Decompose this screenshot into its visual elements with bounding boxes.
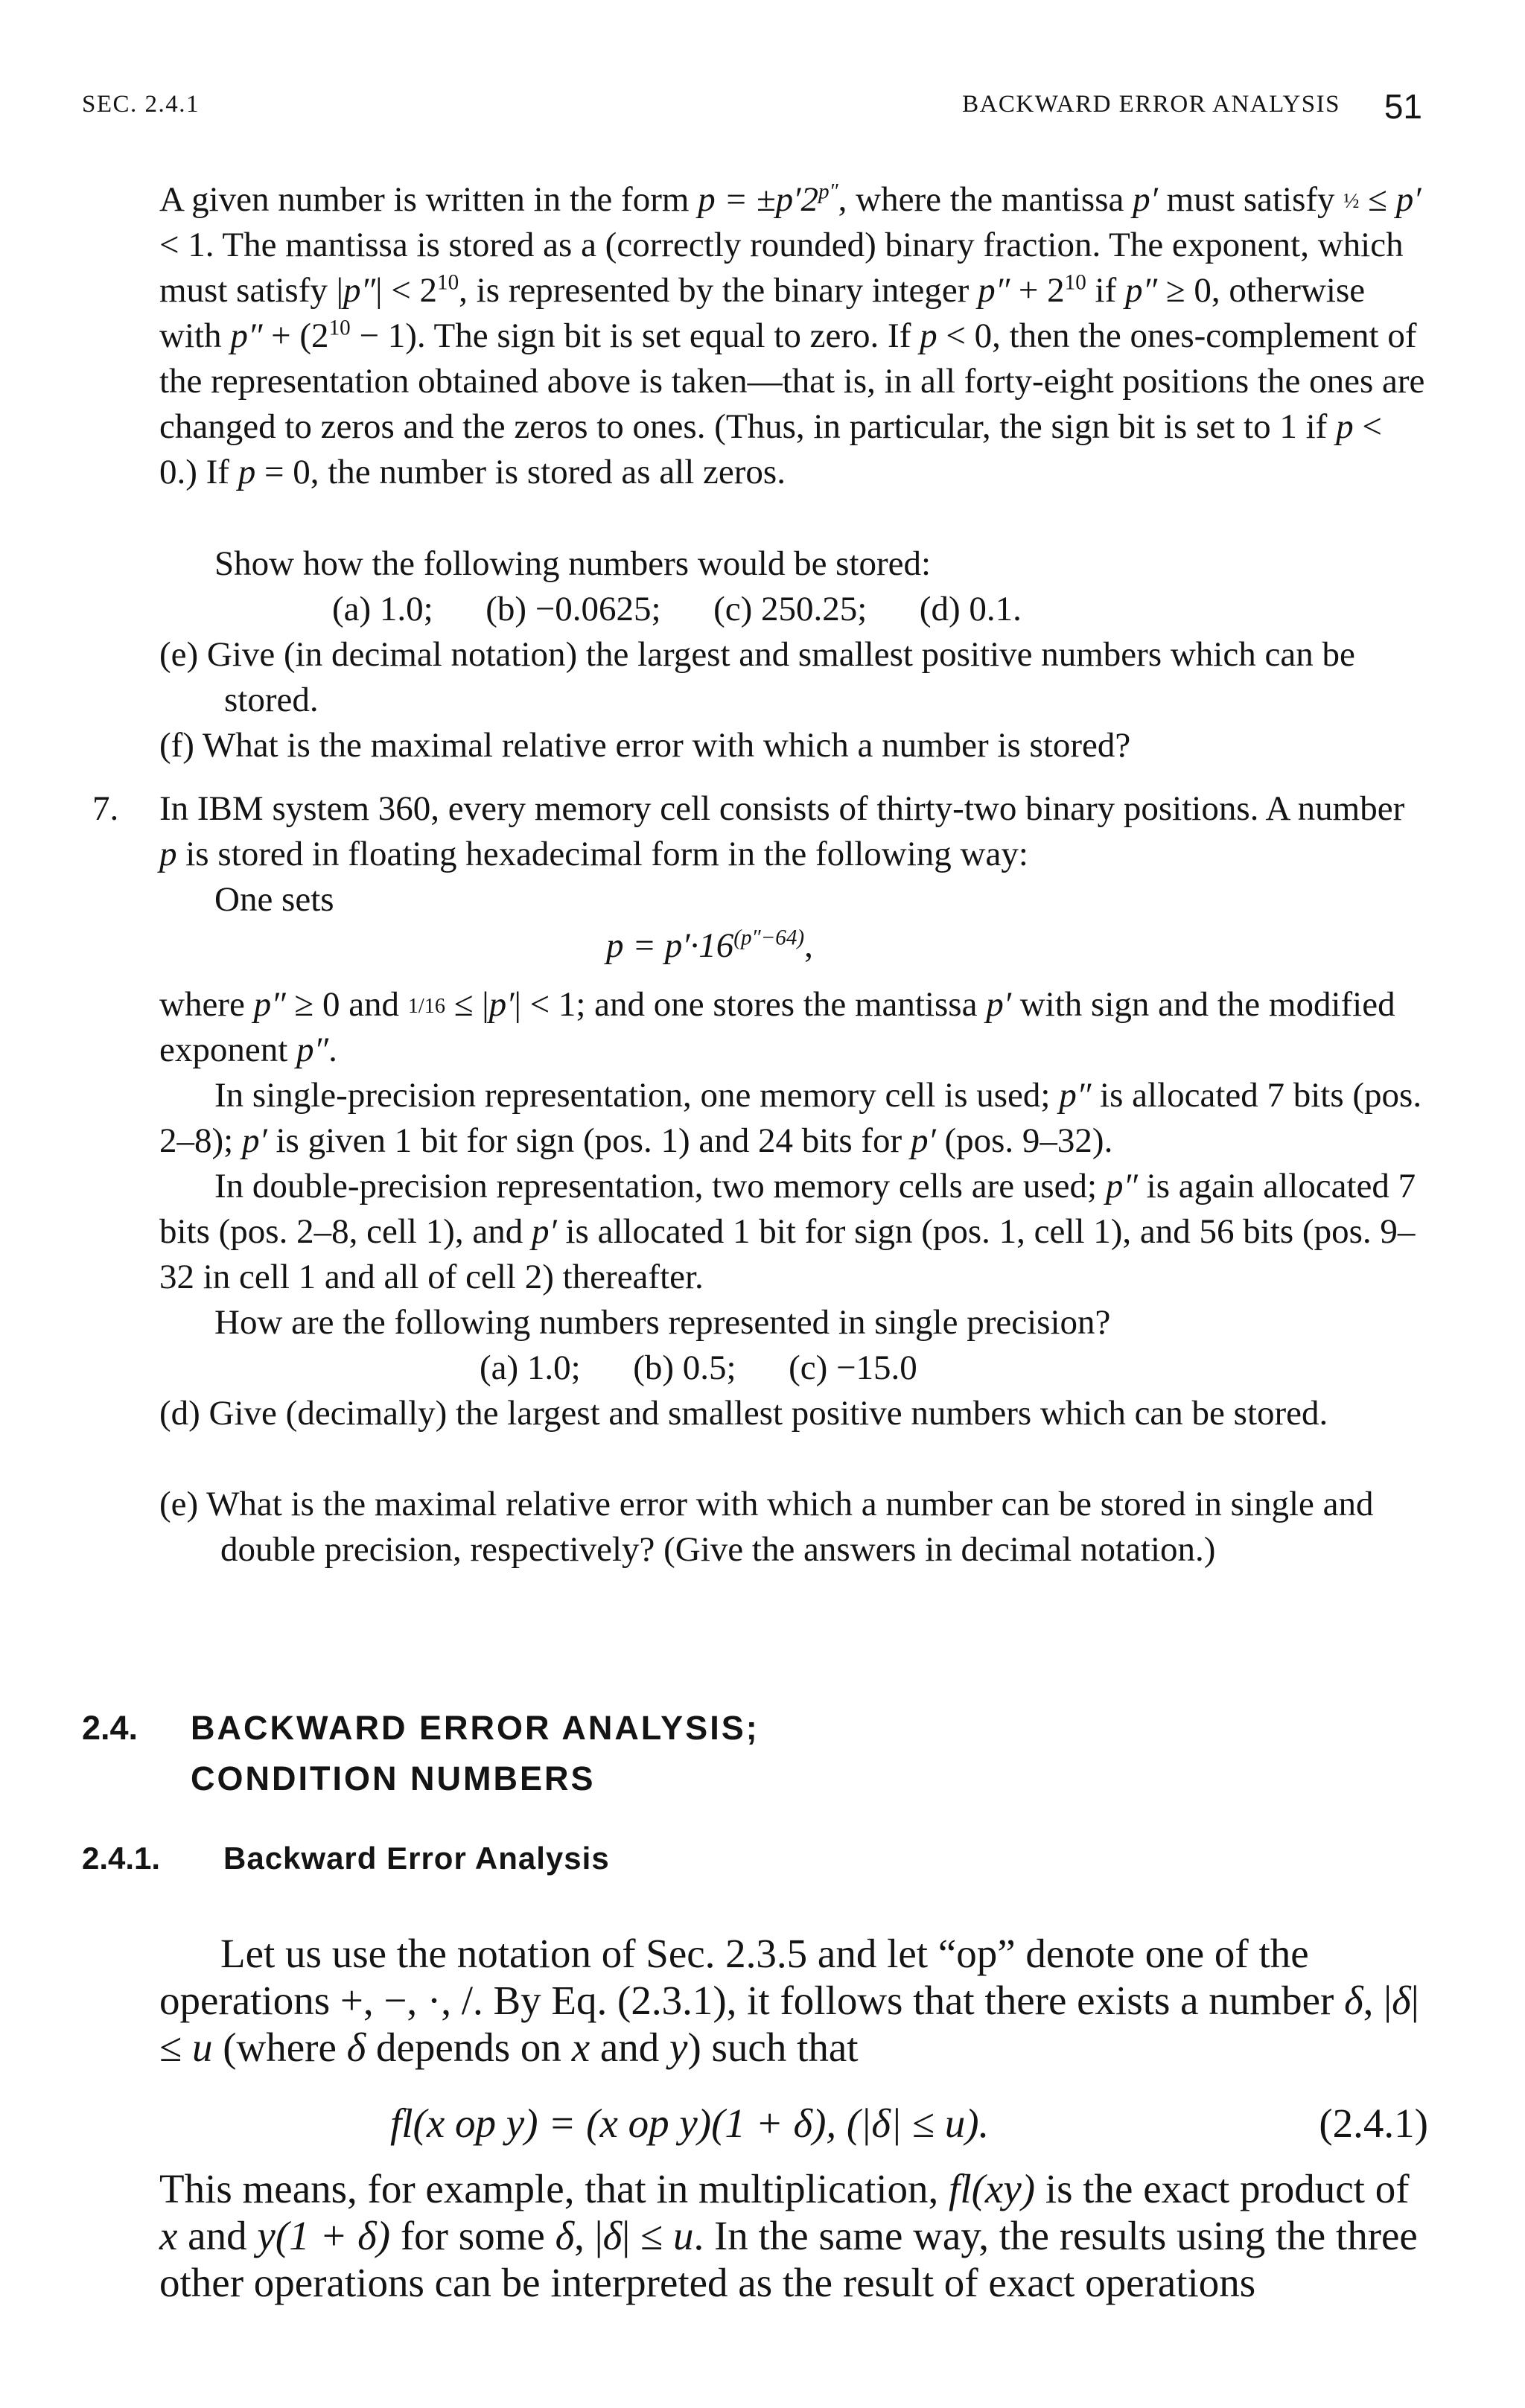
fraction-half: ½ (1343, 189, 1360, 213)
equation-number: (2.4.1) (1319, 2100, 1428, 2146)
fraction-sixteenth: 1/16 (407, 994, 445, 1018)
exercise-6-part-e: (e) Give (in decimal notation) the largest and smallest positive numbers which can be stored. (159, 635, 1355, 719)
section-2-4-1-heading: 2.4.1. Backward Error Analysis (82, 1841, 610, 1876)
exercise-6-list: (a) 1.0; (b) −0.0625; (c) 250.25; (d) 0.1. (332, 590, 1022, 628)
running-header (82, 87, 1422, 128)
how-prompt: How are the following numbers represented in single precision? (214, 1303, 1111, 1342)
one-sets: One sets (214, 880, 334, 919)
double-precision-paragraph: In double-precision representation, two memory cells are used; p″ is again allocated 7 bits (pos. 2–8, cell 1), and p′ is allocated 1 bit for sign (pos. 1, cell 1), and 56 bits (pos. 9–32 in cell 1 and all of cell 2) thereafter. (159, 1167, 1416, 1296)
section-label: SEC. 2.4.1 (82, 91, 200, 118)
exercise-6-paragraph: A given number is written in the form $p = \pm p'2^{p''}$, where the mantissa p′ must satisfy ½ ≤ p′ < 1. The mantissa is stored as a (correctly rounded) binary fraction. The exponent, which must satisfy $|p''| < 2^{10}$, is represented by the binary integer $p'' + 2^{10}$ if p″ ≥ 0, otherwise with $p'' + (2^{10} - 1)$. The sign bit is set equal to zero. If p < 0, then the ones-complement of the representation obtained above is taken—that is, in all forty-eight positions the ones are changed to zeros and the zeros to ones. (Thus, in particular, the sign bit is set to 1 if p < 0.) If p = 0, the number is stored as all zeros. (159, 179, 1425, 491)
exercise-7-intro: In IBM system 360, every memory cell consists of thirty-two binary positions. A number p is stored in floating hexadecimal form in the following way: (159, 789, 1405, 873)
hex-formula: $p = p'\cdot 16^{(p''-64)}$, (606, 926, 813, 965)
single-precision-paragraph: In single-precision representation, one memory cell is used; p″ is allocated 7 bits (pos. 2–8); p′ is given 1 bit for sign (pos. 1) and 24 bits for p′ (pos. 9–32). (159, 1076, 1422, 1160)
equation-expression: fl(x op y) = (x op y)(1 + δ), (|δ| ≤ u). (390, 2100, 990, 2146)
exercise-6-part-f: (f) What is the maximal relative error with which a number is stored? (159, 726, 1131, 765)
page-number: 51 (1384, 87, 1422, 126)
exercise-7-list: (a) 1.0; (b) 0.5; (c) −15.0 (480, 1348, 917, 1387)
body-paragraph-2: This means, for example, that in multiplication, fl(xy) is the exact product of x and y(1 + δ) for some δ, |δ| ≤ u. In the same way, the results using the three other operations can be interpreted as the result of exact operations (159, 2166, 1418, 2305)
exercise-7-part-e: (e) What is the maximal relative error with which a number can be stored in single and double precision, respectively? (Give the answers in decimal notation.) (159, 1485, 1374, 1569)
section-2-4-heading: 2.4. BACKWARD ERROR ANALYSIS; CONDITION NUMBERS (82, 1709, 760, 1797)
running-title: BACKWARD ERROR ANALYSIS (962, 91, 1340, 118)
exercise-7-number: 7. (92, 789, 119, 828)
where-paragraph: where p″ ≥ 0 and 1/16 ≤ |p′| < 1; and one stores the mantissa p′ with sign and the modified exponent p″. (159, 985, 1395, 1069)
exercise-7-part-d: (d) Give (decimally) the largest and smallest positive numbers which can be stored. (159, 1394, 1328, 1433)
show-prompt: Show how the following numbers would be stored: (214, 544, 932, 583)
body-paragraph-1: Let us use the notation of Sec. 2.3.5 and let “op” denote one of the operations +, −, ·, /. By Eq. (2.3.1), it follows that there exists a number δ, |δ| ≤ u (where δ depends on x and y) such that (159, 1931, 1419, 2070)
